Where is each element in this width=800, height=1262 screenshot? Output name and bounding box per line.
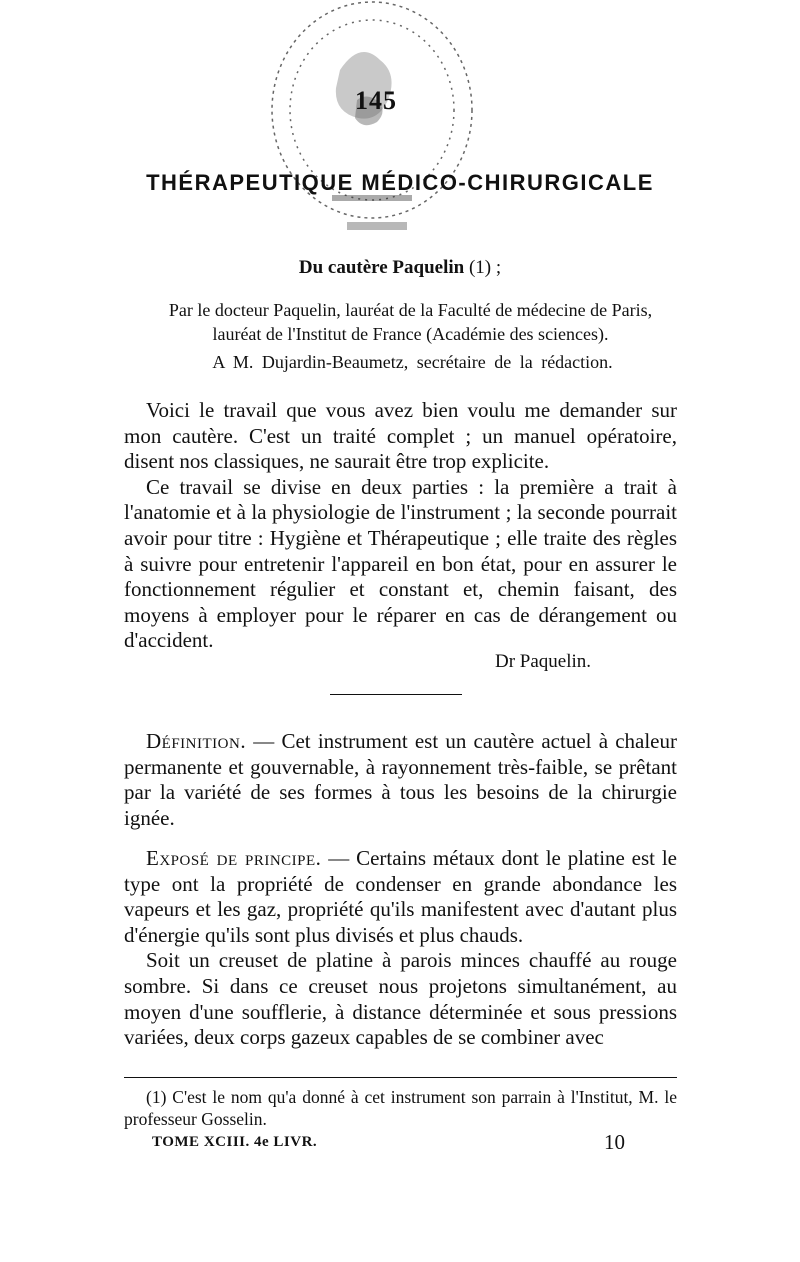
footnote-text: (1) C'est le nom qu'a donné à cet instrument son parrain à l'Institut, M. le professeur Gosselin.: [124, 1087, 677, 1129]
signature: Dr Paquelin.: [495, 651, 592, 672]
principle-section: [124, 846, 677, 1051]
sheet-number: 10: [604, 1130, 625, 1154]
letter-paragraph-1: Voici le travail que vous avez bien voulu me demander sur mon cautère. C'est un traité complet ; un manuel opératoire, disent nos classiques, ne saurait être trop explicite.: [124, 398, 677, 474]
library-stamp: [262, 0, 480, 250]
letter-body: [124, 398, 677, 654]
principle-paragraph-2: Soit un creuset de platine à parois minces chauffé au rouge sombre. Si dans ce creuset nous projetons simultanément, au moyen d'une soufflerie, à distance déterminée et sous pressions variées, deux corps gazeux capables de se combiner avec: [124, 948, 677, 1050]
definition-lead: Définition.: [146, 729, 247, 753]
section-title: THÉRAPEUTIQUE MÉDICO-CHIRURGICALE: [146, 170, 654, 195]
definition-section: [124, 729, 677, 831]
page-number: 145: [355, 86, 397, 115]
section-divider: [330, 694, 462, 695]
article-title: [0, 257, 800, 279]
definition-text: — Cet instrument est un cautère actuel à chaleur permanente et gouvernable, à rayonnement très-faible, se prêtant par la variété de ses formes à tous les besoins de la chirurgie ignée.: [124, 729, 677, 830]
definition-paragraph: [124, 729, 677, 831]
byline: [138, 298, 683, 346]
article-note-ref: (1) ;: [468, 257, 502, 278]
article-title-text: Du cautère Paquelin: [298, 257, 465, 278]
byline-line-1: Par le docteur Paquelin, lauréat de la Faculté de médecine de Paris,: [168, 300, 653, 320]
principle-lead: Exposé de principe.: [146, 846, 322, 870]
byline-line-2: lauréat de l'Institut de France (Académie des sciences).: [212, 324, 609, 344]
letter-paragraph-2: Ce travail se divise en deux parties : la première a trait à l'anatomie et à la physiologie de l'instrument ; la seconde pourrait avoir pour titre : Hygiène et Thérapeutique ; elle traite des règles à suivre pour entretenir l'appareil en bon état, pour en assurer le fonctionnement régulier et constant et, chemin faisant, des moyens à employer pour le réparer en cas de dérangement ou d'accident.: [124, 474, 677, 653]
principle-text: — Certains métaux dont le platine est le type ont la propriété de condenser en grande abondance les vapeurs et les gaz, propriété qu'ils manifestent avec d'autant plus d'énergie qu'ils sont plus divisés et plus chauds.: [124, 846, 677, 947]
volume-signature: TOME XCIII. 4e LIVR.: [152, 1134, 318, 1150]
addressee: A M. Dujardin-Beaumetz, secrétaire de la rédaction.: [212, 352, 613, 372]
footnote-divider: [124, 1077, 677, 1078]
principle-paragraph-1: [124, 846, 677, 948]
footnote: [124, 1086, 677, 1130]
